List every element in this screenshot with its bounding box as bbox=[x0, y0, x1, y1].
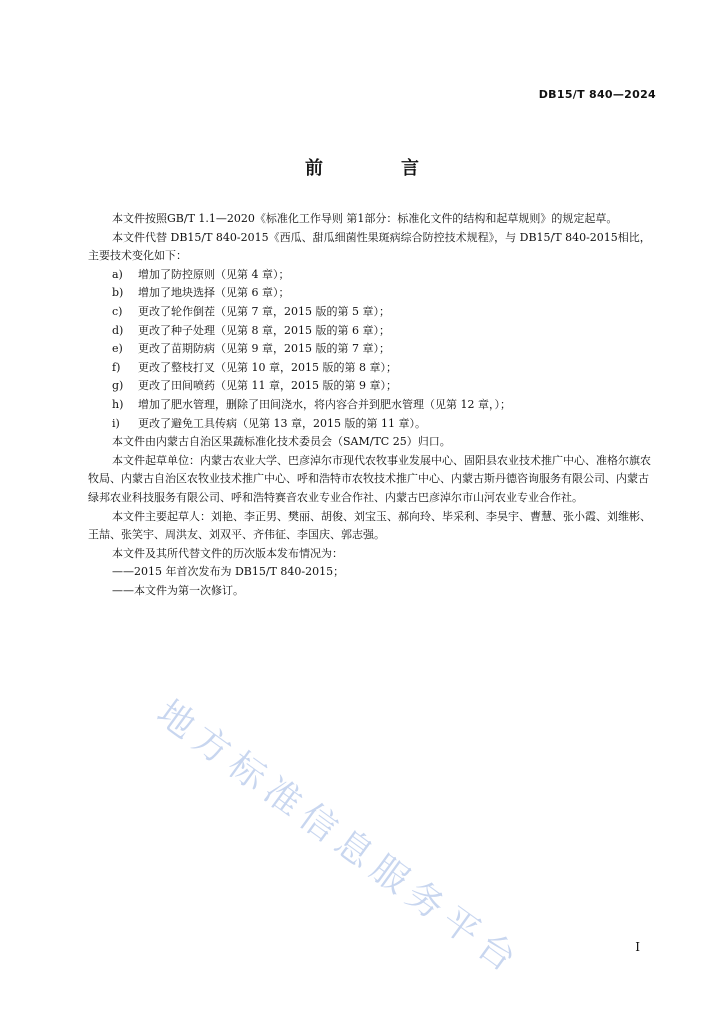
list-marker: i) bbox=[112, 416, 120, 430]
history-item-revision: ——本文件为第一次修订。 bbox=[112, 583, 244, 597]
list-item bbox=[88, 266, 658, 285]
list-text: 更改了田间喷药（见第 11 章，2015 版的第 9 章）； bbox=[138, 379, 397, 393]
list-item bbox=[88, 284, 658, 303]
paragraph-drafting-units: 本文件起草单位：内蒙古农业大学、巴彦淖尔市现代农牧事业发展中心、固阳县农业技术推广中心、准格尔旗农牧局、内蒙古自治区农牧业技术推广中心、呼和浩特市农牧技术推广中心、内蒙古斯丹德咨询服务有限公司、内蒙古绿邦农业科技服务有限公司、呼和浩特赛音农业专业合作社、内蒙古巴彦淖尔市山河农业专业合作社。 bbox=[88, 453, 651, 504]
list-text: 更改了苗期防病（见第 9 章，2015 版的第 7 章）； bbox=[138, 342, 390, 356]
document-body bbox=[88, 210, 658, 600]
list-item bbox=[88, 377, 658, 396]
list-text: 更改了整枝打叉（见第 10 章，2015 版的第 8 章）； bbox=[138, 360, 397, 374]
paragraph-committee: 本文件由内蒙古自治区果蔬标准化技术委员会（SAM/TC 25）归口。 bbox=[112, 435, 451, 449]
list-item bbox=[88, 415, 658, 434]
list-marker: c) bbox=[112, 304, 123, 318]
watermark: 地方标准信息服务平台 bbox=[149, 692, 530, 985]
list-marker: a) bbox=[112, 267, 123, 281]
list-text: 更改了轮作倒茬（见第 7 章，2015 版的第 5 章）； bbox=[138, 304, 390, 318]
list-item bbox=[88, 396, 658, 415]
list-marker: e) bbox=[112, 342, 123, 356]
list-item bbox=[88, 340, 658, 359]
list-item bbox=[88, 322, 658, 341]
paragraph-history: 本文件及其所代替文件的历次版本发布情况为： bbox=[112, 546, 343, 560]
history-item-first: ——2015 年首次发布为 DB15/T 840-2015； bbox=[112, 565, 345, 579]
list-text: 更改了避免工具传病（见第 13 章，2015 版的第 11 章）。 bbox=[138, 416, 426, 430]
document-code: DB15/T 840—2024 bbox=[538, 88, 656, 101]
paragraph-standard-basis: 本文件按照GB/T 1.1—2020《标准化工作导则 第1部分：标准化文件的结构和起草规则》的规定起草。 bbox=[112, 212, 618, 225]
page-number: I bbox=[635, 940, 640, 954]
paragraph-replaces: 本文件代替 DB15/T 840-2015《西瓜、甜瓜细菌性果斑病综合防控技术规程》，与 DB15/T 840-2015相比，主要技术变化如下： bbox=[88, 230, 651, 263]
list-text: 增加了防控原则（见第 4 章）； bbox=[138, 267, 290, 281]
list-marker: g) bbox=[112, 379, 124, 393]
list-text: 增加了地块选择（见第 6 章）； bbox=[138, 286, 290, 300]
list-marker: b) bbox=[112, 286, 124, 300]
list-text: 更改了种子处理（见第 8 章，2015 版的第 6 章）； bbox=[138, 323, 390, 337]
list-text: 增加了肥水管理，删除了田间浇水，将内容合并到肥水管理（见第 12 章，）； bbox=[138, 397, 511, 411]
list-item bbox=[88, 359, 658, 378]
list-item bbox=[88, 303, 658, 322]
list-marker: d) bbox=[112, 323, 124, 337]
page-title: 前 言 bbox=[305, 158, 449, 179]
paragraph-drafters: 本文件主要起草人：刘艳、李正男、樊丽、胡俊、刘宝玉、郝向玲、毕采利、李昊宇、曹慧、张小霞、刘维彬、王喆、张笑宇、周洪友、刘双平、齐伟征、李国庆、郭志强。 bbox=[88, 509, 651, 542]
changes-list bbox=[88, 266, 658, 433]
list-marker: h) bbox=[112, 397, 124, 411]
list-marker: f) bbox=[112, 360, 121, 374]
